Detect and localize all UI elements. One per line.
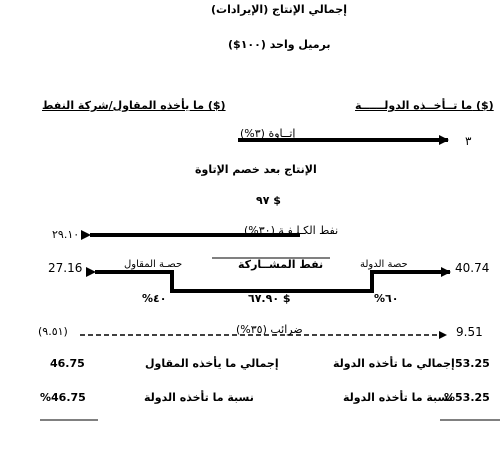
royalty-label: إتــاوة (٣%) xyxy=(240,127,296,140)
contractor-total-value: 46.75 xyxy=(50,357,85,370)
state-share-arrow xyxy=(250,272,450,291)
state-share-value: 40.74 xyxy=(455,261,490,275)
tax-label: ضرائب (٣٥%) xyxy=(236,323,303,336)
contractor-ratio-value: %46.75 xyxy=(40,391,86,404)
after-royalty-label: الإنتاج بعد خصم الإتاوة xyxy=(195,163,317,176)
state-ratio-label: نسبة ما تأخذه الدولة xyxy=(343,391,453,404)
contractor-total-label: إجمالي ما يأخذه المقاول xyxy=(145,357,279,370)
state-share-label: حصة الدولة xyxy=(360,259,408,270)
contractor-ratio-label: نسبة ما تأخذه الدولة xyxy=(144,391,254,404)
page-subtitle: برميل واحد (١٠٠$) xyxy=(228,38,331,51)
contractor-share-pct: %٤٠ xyxy=(142,292,167,305)
cost-oil-value: ٢٩.١٠ xyxy=(52,228,80,241)
cost-oil-label: نفط الكـلـفـة (٣٠%) xyxy=(244,224,339,237)
page-title: إجمالي الإنتاج (الإيرادات) xyxy=(211,3,347,16)
state-total-value: 53.25 xyxy=(455,357,490,370)
tax-state-value: 9.51 xyxy=(456,325,483,339)
state-total-label: إجمالي ما تأخذه الدولة xyxy=(333,357,455,370)
tax-contractor-value: (٩.٥١) xyxy=(38,325,68,338)
profit-oil-value: ٦٧.٩٠ $ xyxy=(248,292,291,305)
state-ratio-value: %53.25 xyxy=(444,391,490,404)
profit-oil-label: نفط المشــاركة xyxy=(238,258,324,271)
contractor-share-arrow xyxy=(95,272,250,291)
contractor-column-heading: ما يأخذه المقاول/شركة النفط ($) xyxy=(42,99,226,112)
royalty-value: ٣ xyxy=(465,134,472,148)
contractor-share-value: 27.16 xyxy=(48,261,83,275)
state-share-pct: %٦٠ xyxy=(374,292,399,305)
after-royalty-value: ٩٧ $ xyxy=(256,194,281,207)
contractor-share-label: حصـة المقاول xyxy=(124,259,183,270)
state-column-heading: ما تــأخــذه الدولــــــة ($) xyxy=(355,99,494,112)
